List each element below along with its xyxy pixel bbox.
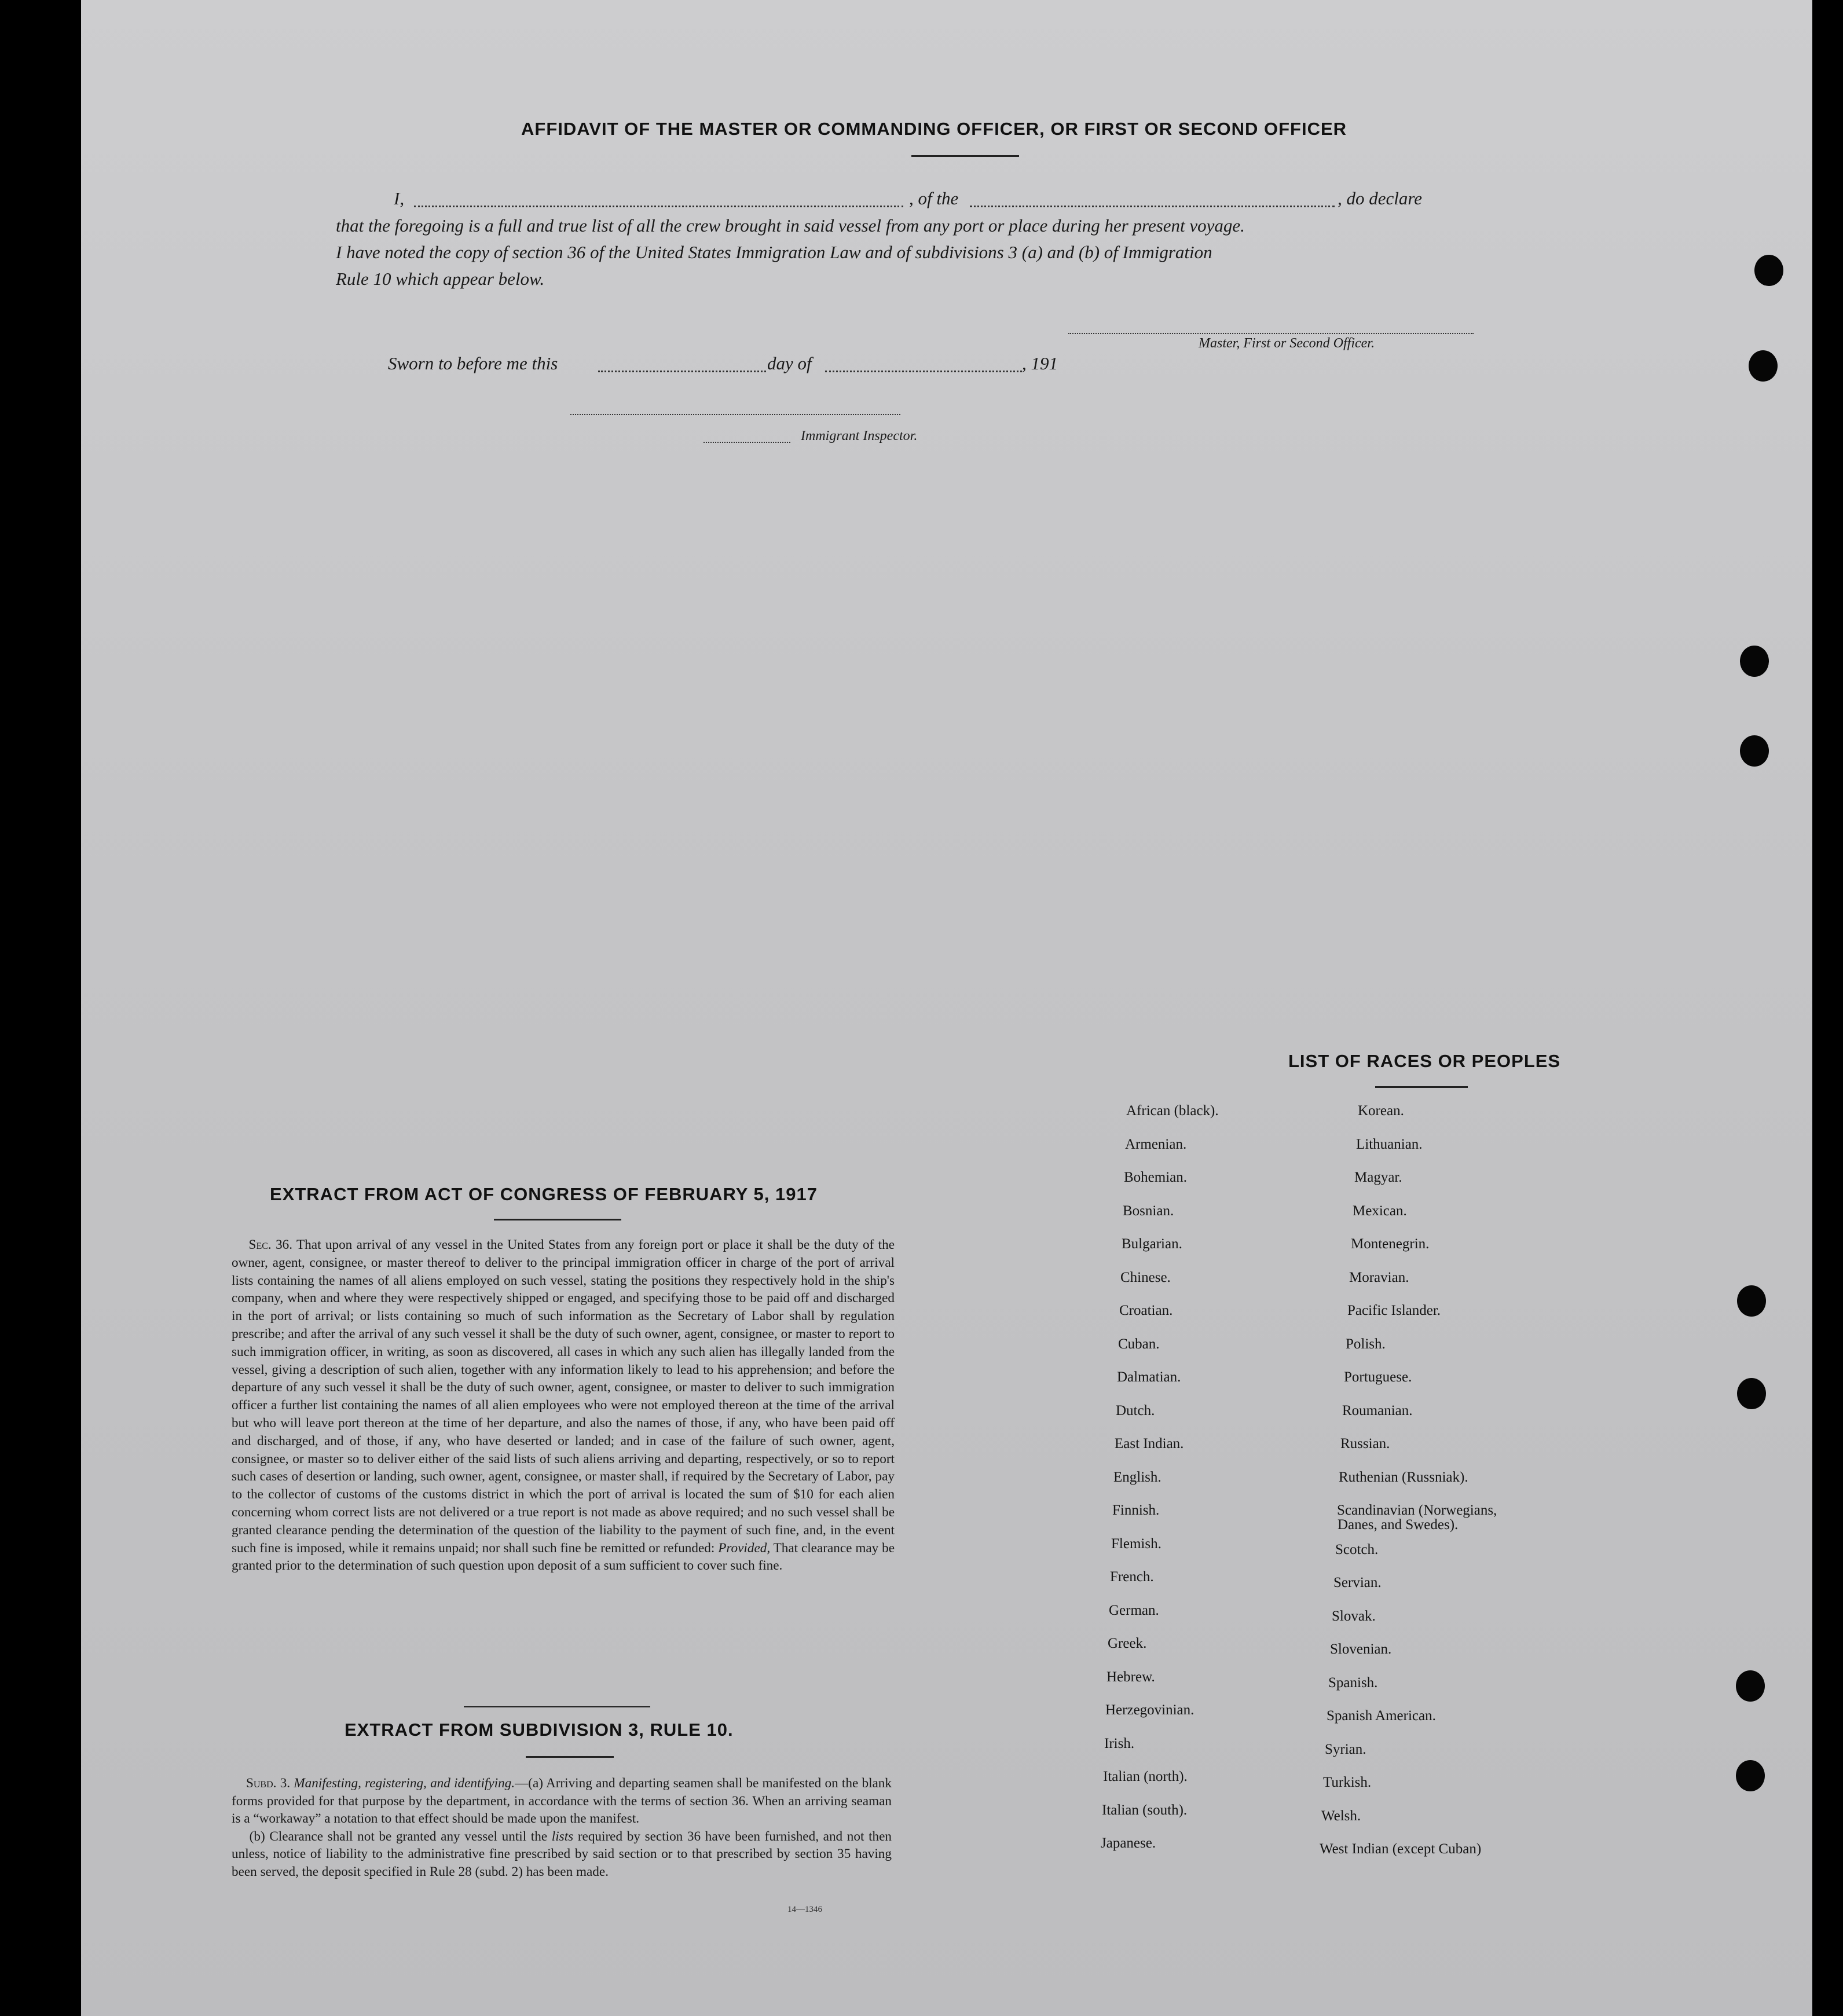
inspector-short-blank[interactable] [704, 442, 790, 443]
race-item: French. [1110, 1569, 1154, 1585]
form-number: 14—1346 [787, 1905, 822, 1914]
race-item: Scotch. [1335, 1541, 1379, 1557]
lists-term: lists [551, 1828, 574, 1844]
paragraph-b-prefix: (b) Clearance shall not be granted any vessel until the [249, 1828, 552, 1844]
affidavit-line-3: I have noted the copy of section 36 of the United States Immigration Law and of subdivisions 3 (a) and (b) of Immigration [336, 242, 1212, 262]
paragraph-b-text: required by section 36 have been furnished, and not then unless, notice of liability to the administrative fine prescribed by said section or to that prescribed by section 35 having been served, the deposit specified in Rule 28 (subd. 2) has been made. [232, 1828, 892, 1879]
race-item: Syrian. [1325, 1741, 1366, 1757]
race-item: Flemish. [1111, 1535, 1162, 1552]
race-item: Lithuanian. [1356, 1136, 1423, 1152]
race-item: East Indian. [1115, 1436, 1184, 1451]
race-item: Chinese. [1120, 1269, 1171, 1285]
punch-hole [1740, 646, 1769, 677]
race-item: Montenegrin. [1351, 1236, 1430, 1252]
race-item: Korean. [1358, 1103, 1404, 1119]
races-list-title: LIST OF RACES OR PEOPLES [1288, 1051, 1561, 1071]
race-item: Slovak. [1332, 1608, 1376, 1624]
act-extract-body [232, 1236, 895, 1575]
race-item: Turkish. [1323, 1775, 1372, 1790]
race-item: Irish. [1104, 1735, 1135, 1751]
document-page [81, 0, 1812, 2016]
race-item: Italian (south). [1102, 1802, 1188, 1818]
race-item: Spanish American. [1327, 1708, 1436, 1724]
race-item: Italian (north). [1103, 1769, 1188, 1784]
race-item: Cuban. [1118, 1336, 1160, 1352]
affidavit-declare-label: , do declare [1338, 188, 1423, 208]
race-item: Armenian. [1125, 1136, 1187, 1152]
subd-number: 3. [276, 1776, 294, 1791]
race-item: Polish. [1346, 1336, 1386, 1352]
race-item: Japanese. [1101, 1835, 1156, 1851]
race-item: Russian. [1340, 1436, 1390, 1451]
sworn-year-label: , 191 [1022, 353, 1058, 373]
section-text-end: That clearance may be granted prior to the determination of such question upon deposit of a sum sufficient to cover such fine. [232, 1540, 895, 1574]
race-item: Croatian. [1119, 1303, 1173, 1318]
race-item: English. [1113, 1469, 1162, 1485]
name-blank[interactable] [414, 206, 903, 207]
punch-hole [1737, 1285, 1766, 1317]
sworn-day-of-label: day of [767, 353, 812, 373]
race-item: Moravian. [1349, 1269, 1409, 1285]
subd-heading: Manifesting, registering, and identifying. [294, 1776, 515, 1791]
race-item: Slovenian. [1330, 1641, 1392, 1657]
punch-hole [1737, 1378, 1766, 1409]
race-item: Bosnian. [1123, 1203, 1174, 1219]
section-divider [464, 1706, 650, 1707]
rule-extract-title: EXTRACT FROM SUBDIVISION 3, RULE 10. [345, 1720, 734, 1740]
signature-label: Master, First or Second Officer. [1199, 336, 1375, 351]
affidavit-i-label: I, [394, 188, 405, 208]
race-item: Hebrew. [1106, 1669, 1155, 1685]
punch-hole [1736, 1760, 1765, 1791]
race-item: German. [1109, 1602, 1159, 1618]
affidavit-title: AFFIDAVIT OF THE MASTER OR COMMANDING OFFICER, OR FIRST OR SECOND OFFICER [521, 119, 1347, 139]
race-item: West Indian (except Cuban) [1320, 1841, 1482, 1857]
sworn-day-blank[interactable] [598, 371, 766, 372]
race-item: Bulgarian. [1122, 1236, 1182, 1252]
section-text: 36. That upon arrival of any vessel in the United States from any foreign port or place it shall be the duty of the owner, agent, consignee, or master thereof to deliver to the principal immigration officer in charge of the port of arrival lists containing the names of all aliens employed on such vessel, stating the positions they respectively hold in the ship's company, when and where they were respectively shipped or engaged, and specifying those to be paid off and discharged in the port of arrival; or lists containing so much of such information as the Secretary of Labor shall by regulation prescribe; and after the arrival of any such vessel it shall be the duty of such owner, agent, consignee, or master to report to such immigration officer, in writing, as soon as discovered, all cases in which any such alien has illegally landed from the vessel, giving a description of such alien, together with any information likely to lead to his apprehension; and before the departure of any such vessel it shall be the duty of such owner, agent, consignee, or master to deliver to such immigration officer a further list containing the names of all alien employees who were not employed thereon at the time of the arrival but who will leave port thereon at the time of her departure, and also the names of those, if any, who have been paid off and discharged, and of those, if any, who have deserted or landed; and in case of the failure of such owner, agent, consignee, or master so to deliver either of the said lists of such aliens arriving and departing, respectively, or so to report such cases of desertion or landing, such owner, agent, consignee, or master shall, if required by the Secretary of Labor, pay to the collector of customs of the customs district in which the port of arrival is located the sum of $10 for each alien concerning whom correct lists are not delivered or a true report is not made as above required; and no such vessel shall be granted clearance pending the determination of the question of the liability to the payment of such fine, and, in the event such fine is imposed, while it remains unpaid; nor shall such fine be remitted or refunded: [232, 1237, 895, 1556]
rule-extract-body [232, 1775, 892, 1881]
race-item: Scandinavian (Norwegians, [1337, 1502, 1497, 1518]
race-item-continuation: Danes, and Swedes). [1338, 1517, 1459, 1533]
affidavit-line-2: that the foregoing is a full and true list of all the crew brought in said vessel from any port or place during her present voyage. [336, 215, 1245, 236]
race-item: Spanish. [1328, 1674, 1378, 1691]
provided-term: Provided, [718, 1540, 771, 1556]
rule-paragraph-a [232, 1775, 892, 1828]
race-item: Roumanian. [1342, 1402, 1413, 1418]
subd-label: Subd. [246, 1776, 277, 1791]
race-item: Dutch. [1116, 1402, 1155, 1418]
punch-hole [1740, 735, 1769, 767]
inspector-signature-blank[interactable] [570, 414, 900, 415]
race-item: Magyar. [1354, 1170, 1402, 1185]
race-item: Pacific Islander. [1347, 1303, 1441, 1318]
title-underline [494, 1219, 621, 1220]
vessel-blank[interactable] [970, 206, 1335, 207]
race-item: Greek. [1108, 1636, 1147, 1651]
rule-paragraph-b [232, 1828, 892, 1881]
punch-hole [1749, 350, 1778, 382]
punch-hole [1754, 255, 1783, 286]
race-item: Servian. [1333, 1575, 1382, 1590]
title-underline [911, 155, 1019, 157]
affidavit-of-the-label: , of the [909, 188, 959, 208]
race-item: Herzegovinian. [1105, 1702, 1195, 1718]
act-extract-title: EXTRACT FROM ACT OF CONGRESS OF FEBRUARY 5, 1917 [270, 1184, 818, 1204]
sworn-month-blank[interactable] [825, 371, 1022, 372]
title-underline [526, 1756, 614, 1758]
race-item: Ruthenian (Russniak). [1339, 1469, 1468, 1485]
race-item: Portuguese. [1344, 1369, 1412, 1385]
affidavit-line-4: Rule 10 which appear below. [336, 269, 545, 289]
race-item: Mexican. [1353, 1203, 1407, 1219]
race-item: Dalmatian. [1117, 1369, 1181, 1385]
section-label: Sec. [248, 1237, 272, 1252]
inspector-label: Immigrant Inspector. [801, 428, 918, 443]
race-item: Finnish. [1112, 1502, 1160, 1518]
title-underline [1375, 1086, 1468, 1088]
punch-hole [1736, 1670, 1765, 1702]
sworn-label: Sworn to before me this [388, 353, 558, 373]
race-item: Bohemian. [1124, 1170, 1188, 1185]
race-item: Welsh. [1321, 1808, 1361, 1824]
signature-blank[interactable] [1068, 333, 1474, 334]
paragraph-a-text: —(a) Arriving and departing seamen shall be manifested on the blank forms provided for that purpose by the department, in accordance with the terms of section 36. When an arriving seaman is a “workaway” a notation to that effect should be made upon the manifest. [232, 1776, 892, 1826]
race-item: African (black). [1126, 1103, 1219, 1119]
